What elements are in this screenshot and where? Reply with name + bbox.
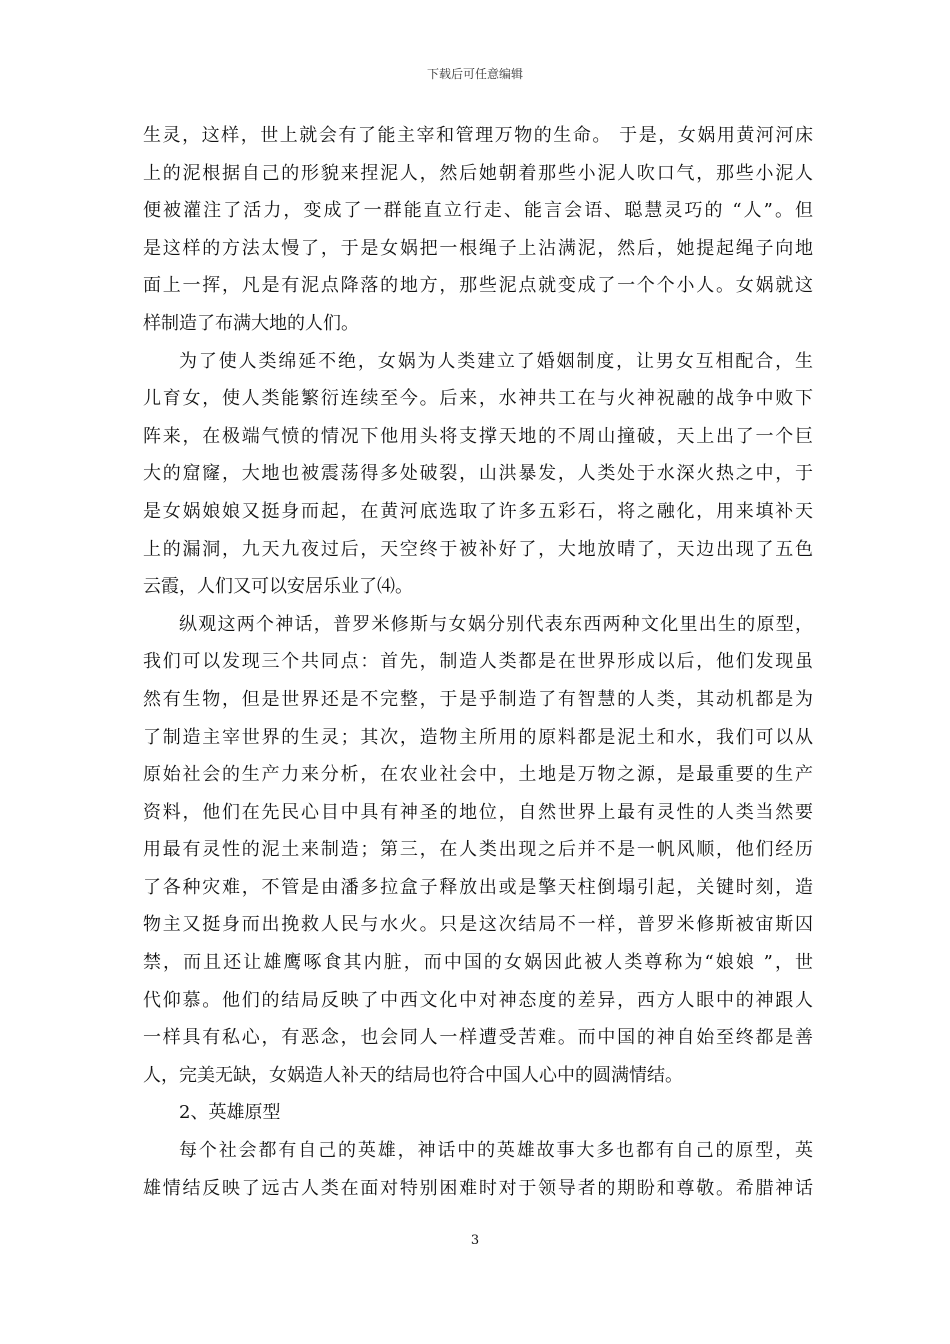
- text-line: 便被灌注了活力，变成了一群能直立行走、能言会语、聪慧灵巧的 “人”。但: [143, 200, 813, 222]
- page-header: 下载后可任意编辑: [426, 67, 523, 81]
- text-line: 生灵，这样，世上就会有了能主宰和管理万物的生命。 于是，女娲用黄河河床: [143, 125, 813, 146]
- paragraph-creation-of-humans: [143, 117, 813, 343]
- text-line: 代仰慕。他们的结局反映了中西文化中对神态度的差异，西方人眼中的神跟人: [143, 989, 813, 1011]
- paragraph-hero-archetype: [143, 1132, 813, 1207]
- paragraph-comparison: [143, 606, 813, 1095]
- text-line: 是这样的方法太慢了，于是女娲把一根绳子上沾满泥，然后，她提起绳子向地: [143, 237, 813, 259]
- text-line: 禁，而且还让雄鹰啄食其内脏，而中国的女娲因此被人类尊称为“娘娘 ”，世: [143, 952, 813, 974]
- text-line: 大的窟窿，大地也被震荡得多处破裂，山洪暴发，人类处于水深火热之中，于: [143, 463, 813, 485]
- section-heading-hero-archetype: [143, 1094, 813, 1132]
- document-body: [143, 117, 813, 1207]
- text-line: 纵观这两个神话，普罗米修斯与女娲分别代表东西两种文化里出生的原型，: [179, 613, 813, 635]
- text-line: 一样具有私心，有恶念，也会同人一样遭受苦难。而中国的神自始至终都是善: [143, 1027, 813, 1049]
- text-line: 了制造主宰世界的生灵；其次，造物主所用的原料都是泥土和水，我们可以从: [143, 726, 813, 748]
- text-line: 用最有灵性的泥土来制造；第三，在人类出现之后并不是一帆风顺，他们经历: [143, 839, 813, 861]
- text-line: 每个社会都有自己的英雄，神话中的英雄故事大多也都有自己的原型，英: [179, 1140, 813, 1162]
- text-line: 上的泥根据自己的形貌来捏泥人，然后她朝着那些小泥人吹口气，那些小泥人: [143, 162, 813, 184]
- text-line: 雄情结反映了远古人类在面对特别困难时对于领导者的期盼和尊敬。希腊神话: [143, 1177, 813, 1199]
- text-line: 了各种灾难，不管是由潘多拉盒子释放出或是擎天柱倒塌引起，关键时刻，造: [143, 876, 813, 898]
- text-line: 然有生物，但是世界还是不完整，于是乎制造了有智慧的人类，其动机都是为: [143, 688, 813, 710]
- text-line: 我们可以发现三个共同点：首先，制造人类都是在世界形成以后，他们发现虽: [143, 651, 813, 673]
- text-line: 资料，他们在先民心目中具有神圣的地位，自然世界上最有灵性的人类当然要: [143, 801, 813, 823]
- text-line: 儿育女，使人类能繁衍连续至今。后来，水神共工在与火神祝融的战争中败下: [143, 388, 813, 410]
- text-line: 云霞，人们又可以安居乐业了⑷。: [143, 576, 413, 598]
- text-line: 物主又挺身而出挽救人民与水火。只是这次结局不一样，普罗米修斯被宙斯囚: [143, 914, 813, 936]
- text-line: 面上一挥，凡是有泥点降落的地方，那些泥点就变成了一个个小人。女娲就这: [143, 275, 813, 297]
- text-line: 阵来，在极端气愤的情况下他用头将支撑天地的不周山撞破，天上出了一个巨: [143, 425, 813, 447]
- text-line: 样制造了布满大地的人们。: [143, 312, 359, 334]
- page-number: 3: [470, 1233, 480, 1248]
- section-heading: 2、英雄原型: [179, 1102, 281, 1124]
- paragraph-mending-the-sky: [143, 343, 813, 606]
- text-line: 上的漏洞，九天九夜过后，天空终于被补好了，大地放晴了，天边出现了五色: [143, 538, 813, 560]
- text-line: 是女娲娘娘又挺身而起，在黄河底选取了许多五彩石，将之融化，用来填补天: [143, 500, 813, 522]
- text-line: 原始社会的生产力来分析，在农业社会中，土地是万物之源，是最重要的生产: [143, 764, 813, 786]
- text-line: 人，完美无缺，女娲造人补天的结局也符合中国人心中的圆满情结。: [143, 1064, 683, 1086]
- text-line: 为了使人类绵延不绝，女娲为人类建立了婚姻制度，让男女互相配合，生: [179, 350, 813, 372]
